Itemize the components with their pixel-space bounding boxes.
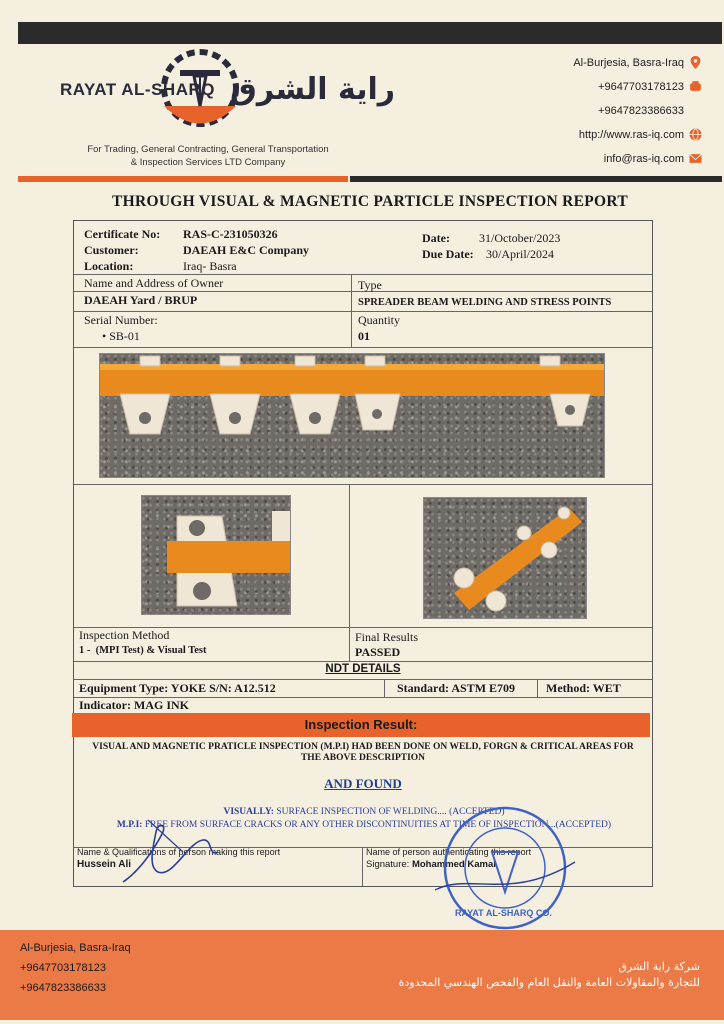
customer-label: Customer: [84,243,139,257]
phone2-text: +9647823386633 [598,104,684,117]
footer-phone-1: +9647703178123 [20,962,106,974]
row-divider [74,311,652,312]
report-title: THROUGH VISUAL & MAGNETIC PARTICLE INSPECTION REPORT [111,193,629,210]
due-date-value: 30/April/2024 [486,247,554,261]
mpi-label: M.P.I: [116,820,143,830]
inspection-result-bar: Inspection Result: [72,713,650,737]
method-index: 1 - [79,645,91,656]
contact-phone-2 [598,104,702,117]
endorser-label: Name of person authenticating this report [366,847,532,857]
footer-address: Al-Burjesia, Basra-Iraq [20,942,131,954]
serial-value: • SB-01 [102,329,140,343]
quantity-value: 01 [358,329,370,343]
row-divider [74,484,652,485]
location-pin-icon [689,56,702,69]
brand-name-ar: راية الشرق [230,72,396,107]
row-divider [74,679,652,680]
address-text: Al-Burjesia, Basra-Iraq [573,56,684,69]
separator-dark [350,176,722,182]
header-top-bar [18,22,722,44]
visually-text: SURFACE INSPECTION OF WELDING.... (ACCEPTED) [276,807,505,817]
globe-icon [689,128,702,141]
brand-name-en: RAYAT AL-SHARQ [60,80,215,99]
final-results-label: Final Results [355,630,419,644]
and-found: AND FOUND [324,776,402,791]
footer-ar-line-2: للتجارة والمقاولات العامة والنقل العام والفحص الهندسي المحدودة [398,976,700,989]
type-value: SPREADER BEAM WELDING AND STRESS POINTS [358,297,612,308]
result-text: VISUAL AND MAGNETIC PRATICLE INSPECTION (M.P.I) HAD BEEN DONE ON WELD, FORGN & CRITICAL AREAS FOR THE ABOVE DESCRIPTION [92,742,634,763]
row-divider [74,274,652,275]
serial-label: Serial Number: [84,313,158,327]
owner-label: Name and Address of Owner [84,276,224,290]
inspector-signature [118,812,228,890]
website-link[interactable]: http://www.ras-iq.com [578,128,684,141]
certificate-label: Certificate No: [84,227,161,241]
tagline [58,143,358,169]
beam-angle-illustration [424,498,586,618]
tagline-line-1: For Trading, General Contracting, General Transportation [87,144,329,155]
weld-closeup-photo [141,495,291,615]
serial-text: SB-01 [109,329,140,343]
quantity-label: Quantity [358,313,400,327]
signature-label: Signature: [366,859,410,870]
row-divider [74,661,652,662]
contact-phone-1 [598,80,702,93]
spacer-icon [689,104,702,117]
col-divider [349,484,350,661]
date-label: Date: [422,231,450,245]
method-text: (MPI Test) & Visual Test [95,645,207,656]
footer-phone-2: +9647823386633 [20,982,106,994]
footer-ar-line-1: شركة راية الشرق [618,960,700,973]
phone1-text: +9647703178123 [598,80,684,93]
col-divider [384,679,385,697]
beam-illustration [100,354,604,477]
visually-label: VISUALLY: [223,807,274,817]
due-date-label: Due Date: [422,247,474,261]
separator-orange [18,176,348,182]
location-label: Location: [84,259,134,273]
date-value: 31/October/2023 [479,231,561,245]
col-divider [362,847,363,886]
tagline-line-2: & Inspection Services LTD Company [130,157,286,168]
inspector-label: Name & Qualifications of person making this report [77,847,281,857]
stamp-text: RAYAT AL-SHARQ CO. [455,908,552,918]
inspector-name: Hussein Ali [77,859,132,870]
standard-value: Standard: ASTM E709 [397,681,516,695]
customer-value: DAEAH E&C Company [183,243,310,257]
beam-angle-photo [423,497,587,619]
indicator-value: Indicator: MAG INK [79,698,189,712]
method-value [79,645,206,656]
email-link[interactable]: info@ras-iq.com [603,152,684,165]
certificate-no: RAS-C-231050326 [183,227,278,241]
final-results-value: PASSED [355,645,401,659]
phone-icon [689,80,702,93]
endorser-name: Mohammed Kamal [411,859,496,870]
envelope-icon [689,152,702,165]
owner-value: DAEAH Yard / BRUP [84,293,198,307]
location-value: Iraq- Basra [183,259,237,273]
row-divider [74,347,652,348]
contact-address [573,56,702,69]
mpi-text: FREE FROM SURFACE CRACKS OR ANY OTHER DISCONTINUITIES AT TIME OF INSPECTION...(ACCEPTED) [144,820,612,830]
method-wet-value: Method: WET [546,681,621,695]
report-frame [73,220,653,887]
type-label: Type [358,278,382,292]
ndt-title: NDT DETAILS [325,663,401,675]
method-label: Inspection Method [79,628,170,642]
contact-email[interactable] [604,152,702,165]
spreader-beam-photo [99,353,605,478]
equipment-value: Equipment Type: YOKE S/N: A12.512 [79,681,276,695]
col-divider [537,679,538,697]
col-divider [351,274,352,347]
contact-website[interactable] [579,128,702,141]
weld-closeup-illustration [142,496,290,614]
